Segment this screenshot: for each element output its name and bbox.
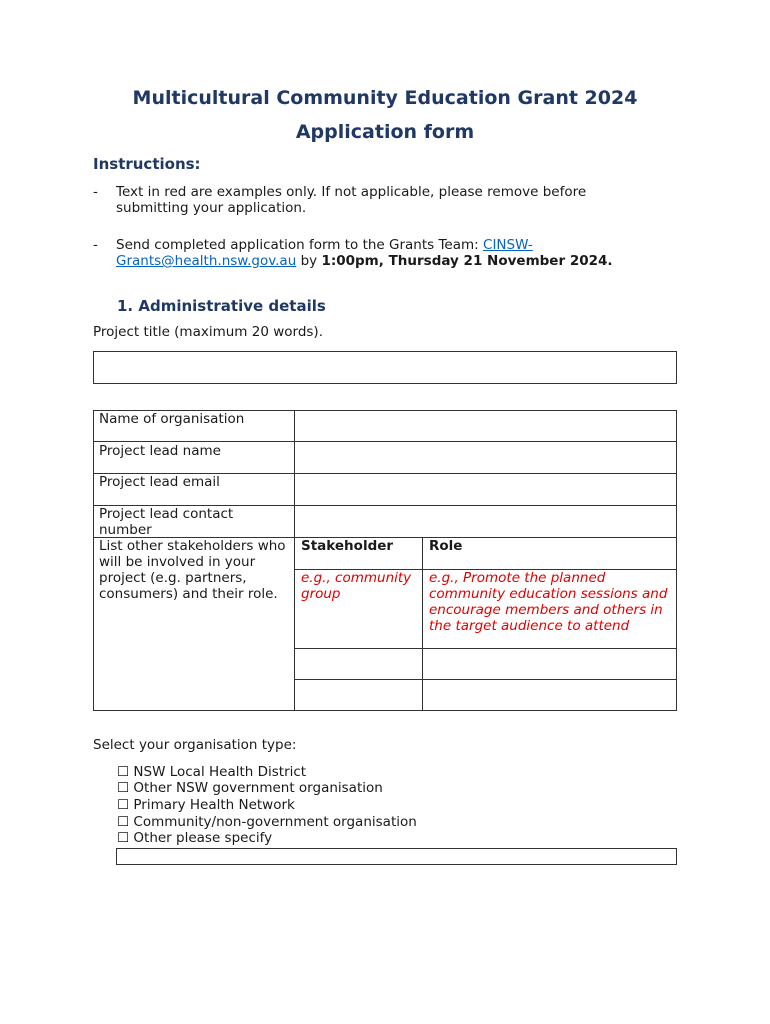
project-lead-email-input[interactable] [295,474,677,505]
table-row-label: Project lead name [99,443,221,459]
instruction-text: Text in red are examples only. If not applicable, please remove before submitting your application. [116,184,587,216]
project-lead-contact-input[interactable] [295,506,677,537]
org-type-option[interactable] [117,764,306,781]
bullet-marker: - [93,184,98,200]
instruction-mid: by [296,253,322,269]
form-subtitle: Application form [295,121,475,143]
instructions-heading: Instructions: [93,155,201,173]
bullet-marker: - [93,237,98,253]
project-lead-name-input[interactable] [295,442,677,473]
grants-email-link[interactable]: CINSW-Grants@health.nsw.gov.au [116,237,533,269]
checkbox-icon[interactable]: ☐ [117,780,130,796]
organisation-name-input[interactable] [295,411,677,441]
deadline-text: 1:00pm, Thursday 21 November 2024. [321,253,613,269]
table-row-label: Name of organisation [99,411,245,427]
project-title-label: Project title (maximum 20 words). [93,324,323,340]
option-label: Community/non-government organisation [133,814,417,830]
role-input[interactable] [423,649,677,679]
other-specify-input[interactable] [116,848,677,865]
stakeholder-column-header: Stakeholder [301,538,394,554]
instruction-text [116,237,656,269]
org-type-option[interactable] [117,797,295,814]
org-type-option[interactable] [117,814,417,831]
option-label: Other NSW government organisation [133,780,383,796]
stakeholder-input[interactable] [295,680,422,710]
checkbox-icon[interactable]: ☐ [117,830,130,846]
form-title: Multicultural Community Education Grant 2024 [132,87,638,109]
org-type-option[interactable] [117,780,383,797]
option-label: Other please specify [133,830,273,846]
project-title-input[interactable] [93,351,677,384]
organisation-type-label: Select your organisation type: [93,737,297,753]
role-input[interactable] [423,680,677,710]
example-stakeholder[interactable]: e.g., community group [301,570,412,602]
instruction-prefix: Send completed application form to the Grants Team: [116,237,484,253]
role-column-header: Role [429,538,463,554]
stakeholders-label: List other stakeholders who will be involved in your project (e.g. partners, consumers) and their role. [99,538,286,602]
table-row-label: Project lead email [99,474,220,490]
table-row-label: Project lead contact number [99,506,234,538]
checkbox-icon[interactable]: ☐ [117,764,130,780]
stakeholder-input[interactable] [295,649,422,679]
checkbox-icon[interactable]: ☐ [117,797,130,813]
org-type-option[interactable] [117,830,272,847]
option-label: Primary Health Network [133,797,295,813]
section-heading-administrative: 1. Administrative details [117,297,326,315]
example-role[interactable]: e.g., Promote the planned community education sessions and encourage members and others in the target audience to attend [429,570,668,634]
option-label: NSW Local Health District [133,764,307,780]
checkbox-icon[interactable]: ☐ [117,814,130,830]
